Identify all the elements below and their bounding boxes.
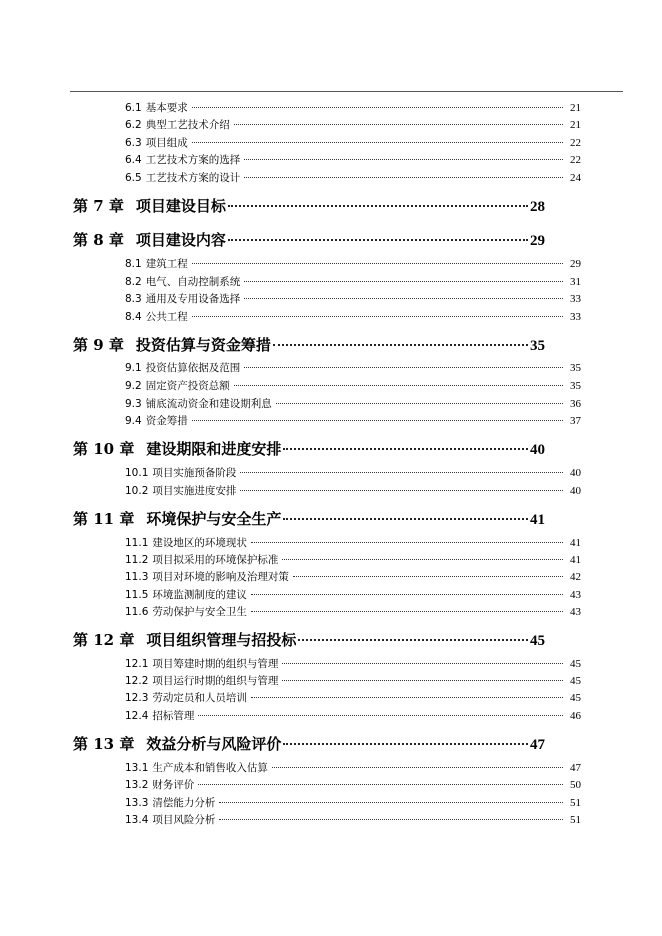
toc-entry-number: 第 11 章 bbox=[73, 510, 135, 528]
toc-entry-title: 投资估算依据及范围 bbox=[145, 362, 241, 374]
toc-entry-number: 6.4 bbox=[125, 154, 142, 166]
toc-entry-title: 建设期限和进度安排 bbox=[146, 440, 282, 458]
toc-entry-title: 效益分析与风险评价 bbox=[146, 735, 282, 753]
toc-entry-number: 第 13 章 bbox=[73, 735, 135, 753]
toc-section-entry[interactable] bbox=[125, 569, 581, 585]
toc-entry-title: 工艺技术方案的设计 bbox=[145, 172, 241, 184]
toc-entry-page-number: 21 bbox=[570, 102, 581, 114]
toc-entry-title: 劳动保护与安全卫生 bbox=[152, 606, 247, 618]
toc-section-entry[interactable] bbox=[125, 152, 581, 168]
dot-leader bbox=[244, 177, 563, 178]
toc-section-entry[interactable] bbox=[125, 291, 581, 307]
toc-entry-title: 项目拟采用的环境保护标准 bbox=[152, 554, 279, 566]
toc-entry-number: 第 9 章 bbox=[73, 336, 124, 354]
toc-section-entry[interactable] bbox=[125, 587, 581, 603]
toc-section-entry[interactable] bbox=[125, 360, 581, 376]
toc-section-entry[interactable] bbox=[125, 396, 581, 412]
dot-leader bbox=[219, 802, 563, 803]
toc-entry-page-number: 33 bbox=[570, 293, 581, 305]
toc-entry-title: 建筑工程 bbox=[145, 258, 188, 270]
toc-entry-title: 项目建设内容 bbox=[135, 231, 226, 249]
toc-entry-number: 9.1 bbox=[125, 362, 142, 374]
toc-entry-number: 11.5 bbox=[125, 589, 149, 601]
toc-section-entry[interactable] bbox=[125, 812, 581, 828]
toc-entry-page-number: 40 bbox=[530, 442, 545, 458]
toc-section-entry[interactable] bbox=[125, 656, 581, 672]
dot-leader bbox=[282, 559, 563, 560]
toc-section-entry[interactable] bbox=[125, 117, 581, 133]
dot-leader bbox=[192, 107, 563, 108]
toc-entry-number: 8.4 bbox=[125, 311, 142, 323]
toc-entry-number: 12.2 bbox=[125, 675, 149, 687]
toc-entry-number: 9.4 bbox=[125, 415, 142, 427]
toc-section-entry[interactable] bbox=[125, 777, 581, 793]
toc-entry-page-number: 46 bbox=[570, 710, 581, 722]
toc-entry-number: 8.1 bbox=[125, 258, 142, 270]
dot-leader bbox=[234, 385, 563, 386]
toc-section-entry[interactable] bbox=[125, 552, 581, 568]
toc-entry-page-number: 41 bbox=[530, 512, 545, 528]
dot-leader bbox=[251, 611, 563, 612]
toc-entry-title: 项目筹建时期的组织与管理 bbox=[152, 658, 279, 670]
toc-entry-title: 资金筹措 bbox=[145, 415, 188, 427]
dot-leader bbox=[198, 784, 563, 785]
toc-entry-title: 基本要求 bbox=[145, 102, 188, 114]
dot-leader bbox=[234, 124, 563, 125]
toc-entry-number: 11.1 bbox=[125, 537, 149, 549]
toc-section-entry[interactable] bbox=[125, 256, 581, 272]
toc-entry-page-number: 51 bbox=[570, 814, 581, 826]
toc-entry-page-number: 45 bbox=[570, 692, 581, 704]
toc-entry-number: 第 7 章 bbox=[73, 197, 124, 215]
toc-entry-title: 劳动定员和人员培训 bbox=[152, 692, 247, 704]
dot-leader bbox=[293, 576, 563, 577]
toc-entry-title: 铺底流动资金和建设期利息 bbox=[145, 398, 272, 410]
toc-chapter-entry[interactable] bbox=[73, 195, 545, 217]
toc-entry-title: 项目组织管理与招投标 bbox=[146, 631, 297, 649]
toc-entry-page-number: 37 bbox=[570, 415, 581, 427]
toc-entry-title: 建设地区的环境现状 bbox=[152, 537, 247, 549]
toc-entry-title: 项目建设目标 bbox=[135, 197, 226, 215]
dot-leader bbox=[272, 767, 563, 768]
toc-entry-title: 项目运行时期的组织与管理 bbox=[152, 675, 279, 687]
toc-entry-title: 招标管理 bbox=[152, 710, 195, 722]
toc-chapter-entry[interactable] bbox=[73, 438, 545, 460]
toc-entry-page-number: 33 bbox=[570, 311, 581, 323]
toc-section-entry[interactable] bbox=[125, 170, 581, 186]
dot-leader bbox=[192, 420, 563, 421]
dot-leader bbox=[283, 448, 528, 450]
toc-entry-title: 投资估算与资金筹措 bbox=[135, 336, 271, 354]
toc-chapter-entry[interactable] bbox=[73, 733, 545, 755]
dot-leader bbox=[240, 490, 563, 491]
toc-section-entry[interactable] bbox=[125, 604, 581, 620]
toc-section-entry[interactable] bbox=[125, 795, 581, 811]
toc-entry-page-number: 35 bbox=[570, 380, 581, 392]
toc-entry-page-number: 45 bbox=[570, 675, 581, 687]
toc-entry-number: 11.6 bbox=[125, 606, 149, 618]
toc-entry-title: 项目对环境的影响及治理对策 bbox=[152, 571, 289, 583]
toc-entry-number: 13.3 bbox=[125, 797, 149, 809]
toc-entry-page-number: 47 bbox=[570, 762, 581, 774]
toc-entry-number: 10.1 bbox=[125, 467, 149, 479]
toc-entry-number: 10.2 bbox=[125, 485, 149, 497]
toc-entry-page-number: 50 bbox=[570, 779, 581, 791]
toc-entry-title: 项目实施进度安排 bbox=[152, 485, 237, 497]
toc-entry-page-number: 41 bbox=[570, 554, 581, 566]
toc-section-entry[interactable] bbox=[125, 535, 581, 551]
toc-entry-number: 6.5 bbox=[125, 172, 142, 184]
dot-leader bbox=[244, 298, 563, 299]
toc-entry-number: 9.3 bbox=[125, 398, 142, 410]
toc-entry-title: 清偿能力分析 bbox=[152, 797, 216, 809]
toc-section-entry[interactable] bbox=[125, 378, 581, 394]
toc-section-entry[interactable] bbox=[125, 690, 581, 706]
toc-section-entry[interactable] bbox=[125, 135, 581, 151]
toc-entry-page-number: 35 bbox=[530, 338, 545, 354]
dot-leader bbox=[192, 142, 563, 143]
toc-entry-title: 固定资产投资总额 bbox=[145, 380, 230, 392]
dot-leader bbox=[276, 403, 563, 404]
dot-leader bbox=[240, 472, 563, 473]
toc-section-entry[interactable] bbox=[125, 760, 581, 776]
toc-section-entry[interactable] bbox=[125, 465, 581, 481]
dot-leader bbox=[244, 159, 563, 160]
toc-entry-page-number: 29 bbox=[570, 258, 581, 270]
dot-leader bbox=[273, 344, 528, 346]
toc-entry-page-number: 36 bbox=[570, 398, 581, 410]
dot-leader bbox=[283, 518, 528, 520]
dot-leader bbox=[282, 663, 563, 664]
dot-leader bbox=[228, 239, 528, 241]
toc-entry-page-number: 29 bbox=[530, 233, 545, 249]
dot-leader bbox=[251, 594, 563, 595]
toc-entry-title: 生产成本和销售收入估算 bbox=[152, 762, 268, 774]
toc-entry-page-number: 31 bbox=[570, 276, 581, 288]
toc-entry-title: 项目组成 bbox=[145, 137, 188, 149]
toc-entry-page-number: 35 bbox=[570, 362, 581, 374]
toc-entry-number: 8.2 bbox=[125, 276, 142, 288]
toc-entry-page-number: 51 bbox=[570, 797, 581, 809]
toc-entry-number: 8.3 bbox=[125, 293, 142, 305]
toc-entry-title: 项目风险分析 bbox=[152, 814, 216, 826]
toc-chapter-entry[interactable] bbox=[73, 629, 545, 651]
toc-entry-number: 13.2 bbox=[125, 779, 149, 791]
toc-entry-page-number: 21 bbox=[570, 119, 581, 131]
toc-entry-title: 财务评价 bbox=[152, 779, 195, 791]
toc-chapter-entry[interactable] bbox=[73, 508, 545, 530]
toc-entry-number: 6.3 bbox=[125, 137, 142, 149]
toc-section-entry[interactable] bbox=[125, 413, 581, 429]
toc-entry-page-number: 45 bbox=[530, 633, 545, 649]
toc-entry-number: 12.1 bbox=[125, 658, 149, 670]
toc-section-entry[interactable] bbox=[125, 483, 581, 499]
toc-entry-number: 12.4 bbox=[125, 710, 149, 722]
dot-leader bbox=[192, 263, 563, 264]
dot-leader bbox=[283, 743, 528, 745]
toc-entry-page-number: 42 bbox=[570, 571, 581, 583]
toc-chapter-entry[interactable] bbox=[73, 229, 545, 251]
dot-leader bbox=[219, 819, 563, 820]
toc-entry-page-number: 24 bbox=[570, 172, 581, 184]
toc-entry-title: 通用及专用设备选择 bbox=[145, 293, 241, 305]
toc-section-entry[interactable] bbox=[125, 673, 581, 689]
toc-entry-number: 9.2 bbox=[125, 380, 142, 392]
toc-entry-number: 6.1 bbox=[125, 102, 142, 114]
dot-leader bbox=[244, 367, 563, 368]
toc-entry-page-number: 47 bbox=[530, 737, 545, 753]
toc-entry-number: 第 10 章 bbox=[73, 440, 135, 458]
toc-entry-number: 6.2 bbox=[125, 119, 142, 131]
dot-leader bbox=[251, 542, 563, 543]
toc-section-entry[interactable] bbox=[125, 309, 581, 325]
dot-leader bbox=[244, 281, 563, 282]
dot-leader bbox=[282, 680, 563, 681]
toc-entry-number: 11.2 bbox=[125, 554, 149, 566]
toc-entry-title: 环境监测制度的建议 bbox=[152, 589, 247, 601]
toc-entry-number: 11.3 bbox=[125, 571, 149, 583]
toc-entry-page-number: 45 bbox=[570, 658, 581, 670]
toc-entry-page-number: 40 bbox=[570, 485, 581, 497]
toc-entry-page-number: 22 bbox=[570, 154, 581, 166]
dot-leader bbox=[198, 715, 563, 716]
toc-section-entry[interactable] bbox=[125, 708, 581, 724]
toc-entry-page-number: 41 bbox=[570, 537, 581, 549]
toc-entry-page-number: 43 bbox=[570, 589, 581, 601]
toc-entry-title: 电气、自动控制系统 bbox=[145, 276, 241, 288]
toc-chapter-entry[interactable] bbox=[73, 334, 545, 356]
toc-entry-page-number: 22 bbox=[570, 137, 581, 149]
toc-entry-number: 13.1 bbox=[125, 762, 149, 774]
dot-leader bbox=[298, 639, 528, 641]
toc-entry-title: 项目实施预备阶段 bbox=[152, 467, 237, 479]
dot-leader bbox=[228, 205, 528, 207]
dot-leader bbox=[251, 697, 563, 698]
toc-entry-title: 环境保护与安全生产 bbox=[146, 510, 282, 528]
toc-entry-page-number: 28 bbox=[530, 199, 545, 215]
dot-leader bbox=[192, 316, 563, 317]
toc-entry-number: 13.4 bbox=[125, 814, 149, 826]
toc-entry-title: 公共工程 bbox=[145, 311, 188, 323]
toc-entry-number: 第 12 章 bbox=[73, 631, 135, 649]
toc-section-entry[interactable] bbox=[125, 274, 581, 290]
toc-section-entry[interactable] bbox=[125, 100, 581, 116]
toc-entry-title: 工艺技术方案的选择 bbox=[145, 154, 241, 166]
toc-entry-number: 12.3 bbox=[125, 692, 149, 704]
toc-entry-page-number: 43 bbox=[570, 606, 581, 618]
toc-entry-title: 典型工艺技术介绍 bbox=[145, 119, 230, 131]
toc-entry-page-number: 40 bbox=[570, 467, 581, 479]
toc-entry-number: 第 8 章 bbox=[73, 231, 124, 249]
